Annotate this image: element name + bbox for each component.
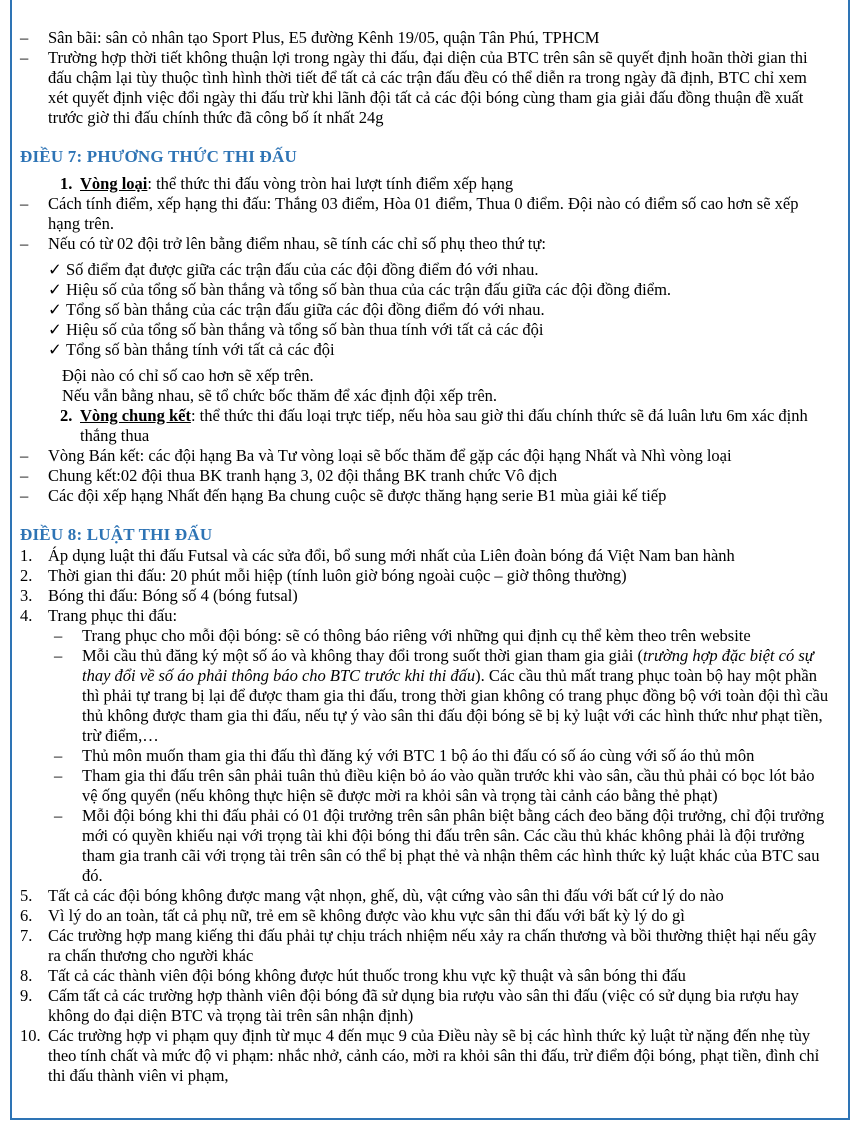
item-number: 3. xyxy=(20,586,33,605)
dash-bullet: – xyxy=(54,746,63,765)
checklist-text: Tổng số bàn thắng của các trận đấu giữa các đội đồng điểm đó với nhau. xyxy=(66,300,545,319)
sub-item-text: Tham gia thi đấu trên sân phải tuân thủ điều kiện bỏ áo vào quần trước khi vào sân, cầu thủ phải có bọc lót bảo vệ ống quyển (nếu không thực hiện sẽ được mời ra khỏi sân và trọng tài cảnh cáo bằng thẻ phạt) xyxy=(82,766,815,805)
item-text: Các trường hợp mang kiếng thi đấu phải tự chịu trách nhiệm nếu xảy ra chấn thương và bồi thường thiệt hại nếu gây ra chấn thương cho người khác xyxy=(48,926,817,965)
checkmark-icon: ✓ xyxy=(48,300,62,319)
item-number: 2. xyxy=(60,406,73,425)
sub-list-item xyxy=(20,646,830,746)
item-number: 10. xyxy=(20,1026,41,1045)
list-item xyxy=(20,486,830,506)
list-item-text: Cách tính điểm, xếp hạng thi đấu: Thắng 03 điểm, Hòa 01 điểm, Thua 0 điểm. Đội nào có điểm số cao hơn sẽ xếp hạng trên. xyxy=(48,194,799,233)
item-number: 5. xyxy=(20,886,33,905)
list-item-text: Vòng Bán kết: các đội hạng Ba và Tư vòng loại sẽ bốc thăm để gặp các đội hạng Nhất và Nhì vòng loại xyxy=(48,446,732,465)
dash-bullet: – xyxy=(20,466,29,485)
item-text: Cấm tất cả các trường hợp thành viên đội bóng đã sử dụng bia rượu vào sân thi đấu (việc có sử dụng bia rượu hay không do đại diện BTC và trọng tài trên sân nhận định) xyxy=(48,986,799,1025)
checklist-text: Số điểm đạt được giữa các trận đấu của các đội đồng điểm đó với nhau. xyxy=(66,260,539,279)
checklist-item xyxy=(20,300,830,320)
list-item xyxy=(20,28,830,48)
dash-bullet: – xyxy=(20,48,29,67)
item-text: Vì lý do an toàn, tất cả phụ nữ, trẻ em sẽ không được vào khu vực sân thi đấu với bất kỳ lý do gì xyxy=(48,906,685,925)
numbered-item xyxy=(20,606,830,626)
item-number: 9. xyxy=(20,986,33,1005)
item-text: Trang phục thi đấu: xyxy=(48,606,178,625)
subheading-title: Vòng chung kết xyxy=(80,406,191,425)
numbered-item xyxy=(20,926,830,966)
numbered-item xyxy=(20,886,830,906)
numbered-item xyxy=(20,566,830,586)
list-item xyxy=(20,446,830,466)
section-heading-dieu-7: ĐIỀU 7: PHƯƠNG THỨC THI ĐẤU xyxy=(20,147,297,166)
item-text: Áp dụng luật thi đấu Futsal và các sửa đổi, bổ sung mới nhất của Liên đoàn bóng đá Việt Nam ban hành xyxy=(48,546,735,565)
sub-item-text: Thủ môn muốn tham gia thi đấu thì đăng ký với BTC 1 bộ áo thi đấu có số áo cùng với số áo thủ môn xyxy=(82,746,755,765)
checkmark-icon: ✓ xyxy=(48,320,62,339)
dash-bullet: – xyxy=(20,28,29,47)
checklist-text: Hiệu số của tổng số bàn thắng và tổng số bàn thua của các trận đấu giữa các đội đồng điểm. xyxy=(66,280,672,299)
item-text: Thời gian thi đấu: 20 phút mỗi hiệp (tính luôn giờ bóng ngoài cuộc – giờ thông thường) xyxy=(48,566,627,585)
list-item-text: Chung kết:02 đội thua BK tranh hạng 3, 02 đội thắng BK tranh chức Vô địch xyxy=(48,466,558,485)
item-number: 1. xyxy=(20,546,33,565)
paragraph-line: Nếu vẫn bằng nhau, sẽ tổ chức bốc thăm để xác định đội xếp trên. xyxy=(62,386,498,405)
list-item-text: Các đội xếp hạng Nhất đến hạng Ba chung cuộc sẽ được thăng hạng serie B1 mùa giải kế tiếp xyxy=(48,486,667,505)
checkmark-icon: ✓ xyxy=(48,260,62,279)
item-text: Bóng thi đấu: Bóng số 4 (bóng futsal) xyxy=(48,586,298,605)
item-number: 7. xyxy=(20,926,33,945)
dash-bullet: – xyxy=(20,486,29,505)
sub-list-item xyxy=(20,806,830,886)
checklist-item xyxy=(20,320,830,340)
venue-text: Sân bãi: sân cỏ nhân tạo Sport Plus, E5 đường Kênh 19/05, quận Tân Phú, TPHCM xyxy=(48,28,600,47)
checklist-text: Tổng số bàn thắng tính với tất cả các đội xyxy=(66,340,335,359)
document-body xyxy=(20,28,830,1086)
item-number: 2. xyxy=(20,566,33,585)
numbered-item xyxy=(20,586,830,606)
sub-item-text-pre: Mỗi cầu thủ đăng ký một số áo và không thay đổi trong suốt thời gian tham gia giải ( xyxy=(82,646,643,665)
item-number: 6. xyxy=(20,906,33,925)
list-item-text: Nếu có từ 02 đội trở lên bằng điểm nhau, sẽ tính các chỉ số phụ theo thứ tự: xyxy=(48,234,546,253)
subheading-text: : thể thức thi đấu vòng tròn hai lượt tính điểm xếp hạng xyxy=(147,174,514,193)
item-text: Tất cả các thành viên đội bóng không được hút thuốc trong khu vực kỹ thuật và sân bóng thi đấu xyxy=(48,966,686,985)
dash-bullet: – xyxy=(54,646,63,665)
list-item xyxy=(20,194,830,234)
checklist-item xyxy=(20,340,830,360)
dash-bullet: – xyxy=(54,806,63,825)
numbered-item xyxy=(20,986,830,1026)
subheading-text: : thể thức thi đấu loại trực tiếp, nếu hòa sau giờ thi đấu chính thức sẽ đá luân lưu 6m xác định thắng thua xyxy=(80,406,808,445)
list-item xyxy=(20,234,830,254)
checkmark-icon: ✓ xyxy=(48,340,62,359)
dash-bullet: – xyxy=(54,626,63,645)
dash-bullet: – xyxy=(20,194,29,213)
sub-item-text-post: ). Các cầu thủ mất trang phục toàn bộ hay một phần thì phải tự trang bị lại để được tham gia thi đấu, trong thời gian không có trang phục đồng bộ với toàn đội thì cầu thủ không được tham gia thi đấu, nếu tự ý vào sân thi đấu đội bóng sẽ bị kỷ luật với các hình thức như phạt tiền, trừ điểm,… xyxy=(82,666,829,745)
sub-item-text xyxy=(82,646,828,745)
sub-list-item xyxy=(20,766,830,806)
dash-bullet: – xyxy=(20,234,29,253)
numbered-subheading xyxy=(20,406,830,446)
sub-item-text-italic: trường hợp đặc biệt có sự thay đổi về số áo phải thông báo cho BTC trước khi thi đấu xyxy=(82,646,814,685)
checklist-item xyxy=(20,260,830,280)
numbered-subheading xyxy=(20,174,830,194)
numbered-item xyxy=(20,1026,830,1086)
item-number: 1. xyxy=(60,174,73,193)
checklist-text: Hiệu số của tổng số bàn thắng và tổng số bàn thua tính với tất cả các đội xyxy=(66,320,544,339)
item-number: 8. xyxy=(20,966,33,985)
numbered-item xyxy=(20,906,830,926)
checklist-item xyxy=(20,280,830,300)
item-number: 4. xyxy=(20,606,33,625)
item-text: Tất cả các đội bóng không được mang vật nhọn, ghế, dù, vật cứng vào sân thi đấu với bất cứ lý do nào xyxy=(48,886,724,905)
dash-bullet: – xyxy=(54,766,63,785)
sub-list-item xyxy=(20,626,830,646)
weather-text: Trường hợp thời tiết không thuận lợi trong ngày thi đấu, đại diện của BTC trên sân sẽ quyết định hoãn thời gian thi đấu chậm lại tùy thuộc tình hình thời tiết để tất cả các trận đấu đều có thể diễn ra trong ngày đã định, BTC chỉ xem xét quyết định việc đổi ngày thi đấu trừ khi lãnh đội tất cả các đội bóng cùng tham gia giải đấu đồng thuận đề xuất trước giờ thi đấu chính thức đã công bố ít nhất 24g xyxy=(48,48,808,127)
sub-item-text: Trang phục cho mỗi đội bóng: sẽ có thông báo riêng với những qui định cụ thể kèm theo trên website xyxy=(82,626,751,645)
subheading-title: Vòng loại xyxy=(80,174,148,193)
section-heading-dieu-8: ĐIỀU 8: LUẬT THI ĐẤU xyxy=(20,525,213,544)
sub-list-item xyxy=(20,746,830,766)
item-text: Các trường hợp vi phạm quy định từ mục 4 đến mục 9 của Điều này sẽ bị các hình thức kỷ luật từ nặng đến nhẹ tùy theo tính chất và mức độ vi phạm: nhắc nhở, cảnh cáo, mời ra khỏi sân thi đấu, trừ điểm đội bóng, phạt tiền, đình chỉ thi đấu thành viên vi phạm, xyxy=(48,1026,820,1085)
paragraph-line: Đội nào có chỉ số cao hơn sẽ xếp trên. xyxy=(62,366,314,385)
numbered-item xyxy=(20,966,830,986)
list-item xyxy=(20,466,830,486)
numbered-item xyxy=(20,546,830,566)
sub-item-text: Mỗi đội bóng khi thi đấu phải có 01 đội trưởng trên sân phân biệt bằng cách đeo băng đội trưởng, chỉ đội trưởng mới có quyền khiếu nại với trọng tài khi đội bóng thi đấu trên sân. Các cầu thủ khác không phải là đội trưởng tham gia tranh cãi với trọng tài trên sân có thể bị phạt thẻ và nhận thêm các hình thức kỷ luật khác của BTC sau đó. xyxy=(82,806,825,885)
list-item xyxy=(20,48,830,128)
checkmark-icon: ✓ xyxy=(48,280,62,299)
dash-bullet: – xyxy=(20,446,29,465)
